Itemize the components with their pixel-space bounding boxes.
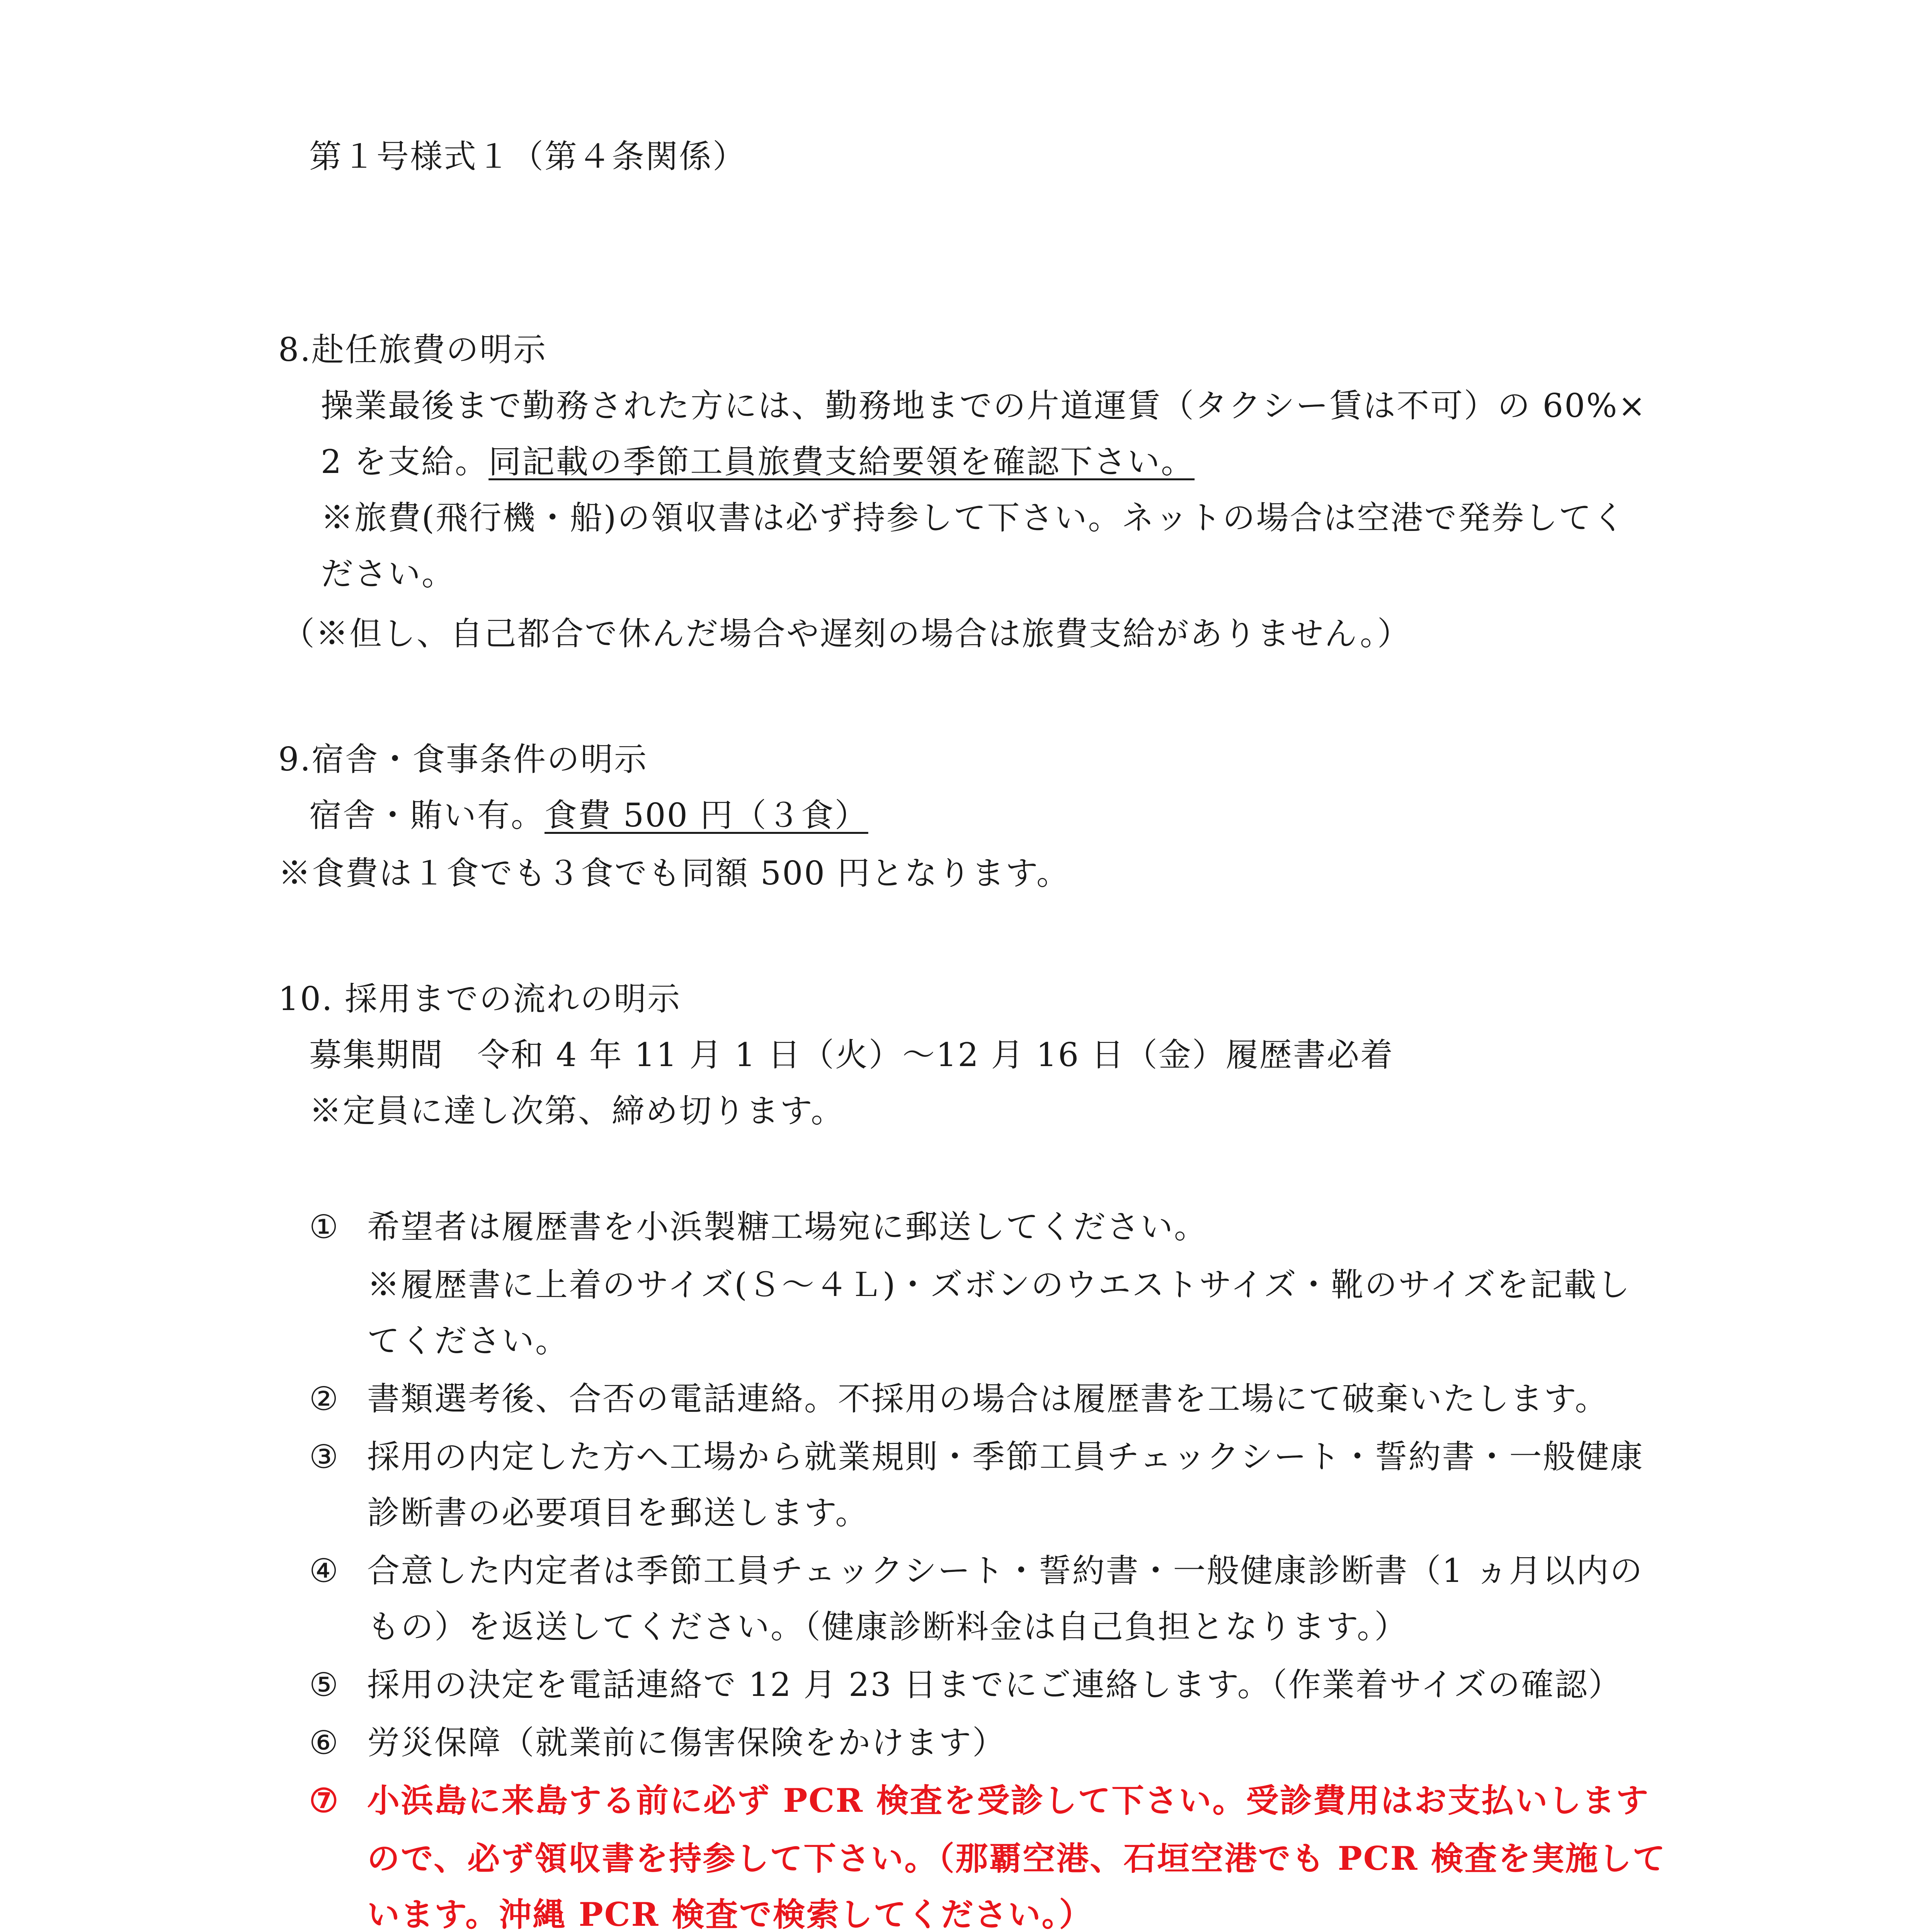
section-10-note: ※定員に達し次第、締め切ります。: [309, 1092, 845, 1130]
meal-fee: 食費 500 円（３食）: [545, 796, 868, 834]
list-item-number: ⑦: [309, 1781, 339, 1820]
section-9-heading: 9.宿舎・食事条件の明示: [278, 740, 648, 778]
list-item-text: もの）を返送してください。（健康診断料金は自己負担となります。）: [367, 1608, 1408, 1646]
list-item-text: 労災保障（就業前に傷害保険をかけます）: [367, 1724, 1006, 1762]
list-item-text: ※履歴書に上着のサイズ(Ｓ～４Ｌ)・ズボンのウエストサイズ・靴のサイズを記載し: [367, 1266, 1631, 1304]
list-item-text: 書類選考後、合否の電話連絡。不採用の場合は履歴書を工場にて破棄いたします。: [367, 1380, 1609, 1418]
list-item-number: ②: [309, 1380, 339, 1418]
list-item-number: ⑤: [309, 1666, 339, 1704]
section-8-text: ※旅費(飛行機・船)の領収書は必ず持参して下さい。ネットの場合は空港で発券してく: [321, 499, 1626, 537]
section-8-text: 操業最後まで勤務された方には、勤務地までの片道運賃（タクシー賃は不可）の 60%×: [321, 387, 1647, 425]
section-10-heading: 10. 採用までの流れの明示: [278, 980, 681, 1018]
list-item-number: ④: [309, 1552, 339, 1590]
pcr-notice: います。沖縄 PCR 検査で検索してください。）: [367, 1895, 1093, 1932]
section-8-heading: 8.赴任旅費の明示: [278, 331, 547, 369]
pcr-notice: 小浜島に来島する前に必ず PCR 検査を受診して下さい。受診費用はお支払いします: [367, 1781, 1650, 1820]
pcr-notice: ので、必ず領収書を持参して下さい。（那覇空港、石垣空港でも PCR 検査を実施して: [367, 1839, 1666, 1878]
list-item-text: 採用の決定を電話連絡で 12 月 23 日までにご連絡します。（作業着サイズの確認）: [367, 1666, 1622, 1704]
travel-guideline-note: 同記載の季節工員旅費支給要領を確認下さい。: [488, 443, 1195, 481]
section-9-text: 宿舎・賄い有。食費 500 円（３食）: [309, 796, 868, 834]
section-8-note: （※但し、自己都合で休んだ場合や遅刻の場合は旅費支給がありません。）: [282, 615, 1411, 653]
list-item-text: 希望者は履歴書を小浜製糖工場宛に郵送してください。: [367, 1208, 1208, 1246]
section-8-text: 2 を支給。同記載の季節工員旅費支給要領を確認下さい。: [321, 443, 1195, 481]
list-item-number: ①: [309, 1208, 339, 1246]
recruitment-period: 募集期間 令和 4 年 11 月 1 日（火）～12 月 16 日（金）履歴書必着: [309, 1036, 1394, 1074]
section-9-note: ※食費は１食でも３食でも同額 500 円となります。: [278, 854, 1070, 892]
list-item-number: ③: [309, 1438, 339, 1476]
list-item-text: てください。: [367, 1322, 569, 1360]
list-item-number: ⑥: [309, 1724, 339, 1762]
section-8-text: ださい。: [321, 555, 456, 593]
list-item-text: 合意した内定者は季節工員チェックシート・誓約書・一般健康診断書（1 ヵ月以内の: [367, 1552, 1644, 1590]
form-label: 第１号様式１（第４条関係）: [309, 138, 747, 175]
list-item-text: 採用の内定した方へ工場から就業規則・季節工員チェックシート・誓約書・一般健康: [367, 1438, 1644, 1476]
list-item-text: 診断書の必要項目を郵送します。: [367, 1494, 869, 1532]
